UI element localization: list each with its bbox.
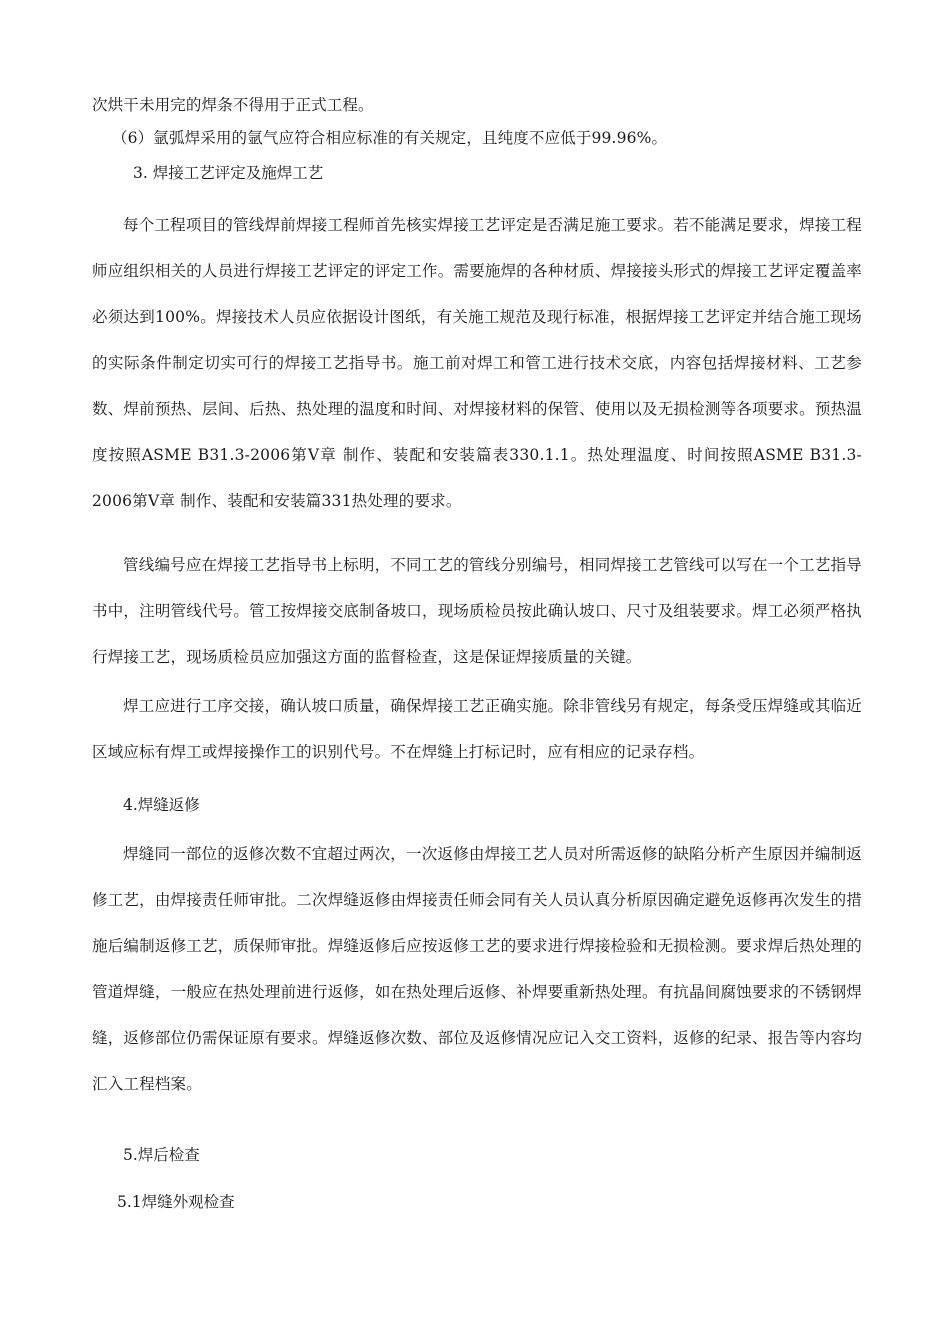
section-3-paragraph-3: 焊工应进行工序交接，确认坡口质量，确保焊接工艺正确实施。除非管线另有规定，每条受压焊缝或其临近区域应标有焊工或焊接操作工的识别代号。不在焊缝上打标记时，应有相应的记录存档。 (92, 697, 862, 761)
section-3-paragraph-2: 管线编号应在焊接工艺指导书上标明，不同工艺的管线分别编号，相同焊接工艺管线可以写在一个工艺指导书中，注明管线代号。管工按焊接交底制备坡口，现场质检员按此确认坡口、尺寸及组装要求。焊工必须严格执行焊接工艺，现场质检员应加强这方面的监督检查，这是保证焊接质量的关键。 (92, 556, 862, 666)
section-5-1-heading: 5.1焊缝外观检查 (117, 1193, 235, 1211)
section-4-paragraph-1: 焊缝同一部位的返修次数不宜超过两次，一次返修由焊接工艺人员对所需返修的缺陷分析产生原因并编制返修工艺，由焊接责任师审批。二次焊缝返修由焊接责任师会同有关人员认真分析原因确定避免返修再次发生的措施后编制返修工艺，质保师审批。焊缝返修后应按返修工艺的要求进行焊接检验和无损检测。要求焊后热处理的管道焊缝，一般应在热处理前进行返修，如在热处理后返修、补焊要重新热处理。有抗晶间腐蚀要求的不锈钢焊缝，返修部位仍需保证原有要求。焊缝返修次数、部位及返修情况应记入交工资料，返修的纪录、报告等内容均汇入工程档案。 (92, 845, 862, 1093)
continuation-line: 次烘干未用完的焊条不得用于正式工程。 (92, 96, 374, 114)
section-3-heading: 3. 焊接工艺评定及施焊工艺 (133, 164, 324, 182)
item-6: （6）氩弧焊采用的氩气应符合相应标准的有关规定，且纯度不应低于99.96%。 (112, 129, 668, 147)
section-4-heading: 4.焊缝返修 (123, 796, 200, 814)
section-3-paragraph-1: 每个工程项目的管线焊前焊接工程师首先核实焊接工艺评定是否满足施工要求。若不能满足要求，焊接工程师应组织相关的人员进行焊接工艺评定的评定工作。需要施焊的各种材质、焊接接头形式的焊接工艺评定覆盖率必须达到100%。焊接技术人员应依据设计图纸，有关施工规范及现行标准，根据焊接工艺评定并结合施工现场的实际条件制定切实可行的焊接工艺指导书。施工前对焊工和管工进行技术交底，内容包括焊接材料、工艺参数、焊前预热、层间、后热、热处理的温度和时间、对焊接材料的保管、使用以及无损检测等各项要求。预热温度按照ASME B31.3-2006第Ⅴ章 制作、装配和安装篇表330.1.1。热处理温度、时间按照ASME B31.3-2006第Ⅴ章 制作、装配和安装篇331热处理的要求。 (92, 216, 862, 510)
section-5-heading: 5.焊后检查 (123, 1146, 200, 1164)
